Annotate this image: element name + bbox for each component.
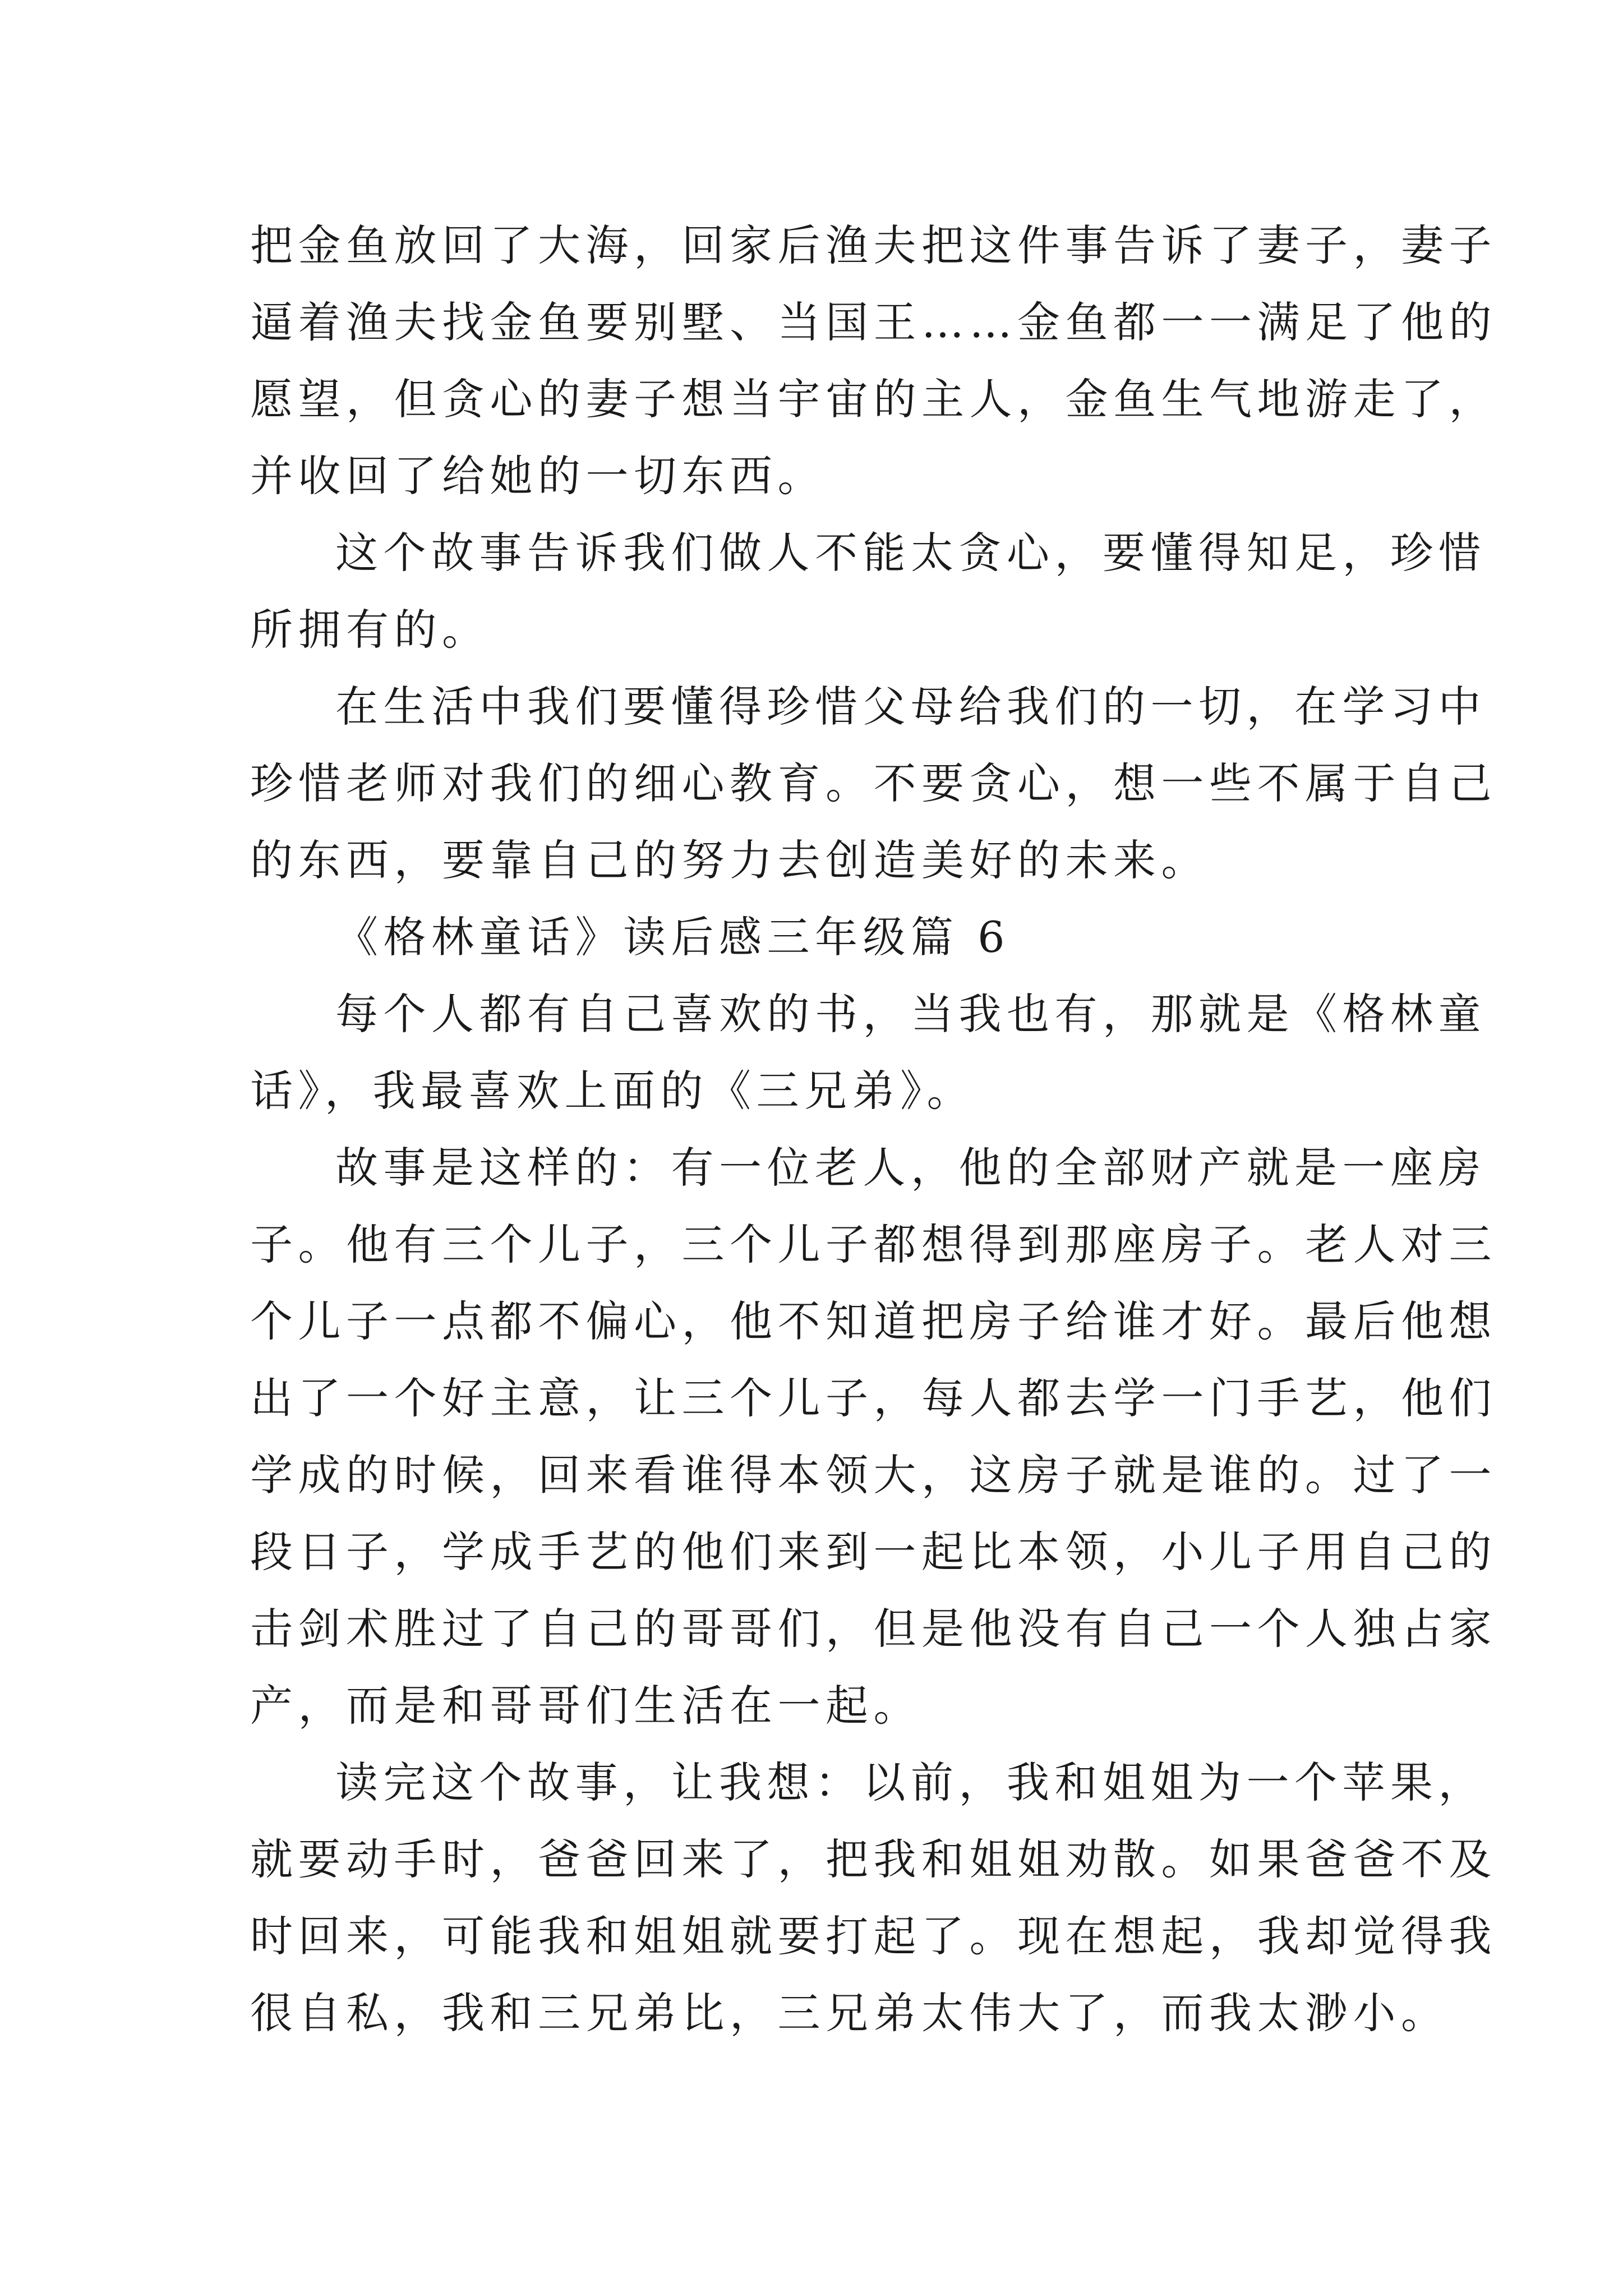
text-line: 把金鱼放回了大海，回家后渔夫把这件事告诉了妻子，妻子 [250,220,1497,270]
paragraph-first-line: 每个人都有自己喜欢的书，当我也有，那就是《格林童 [335,989,1486,1039]
text-line: 愿望，但贪心的妻子想当宇宙的主人，金鱼生气地游走了， [250,374,1497,424]
text-line: 段日子，学成手艺的他们来到一起比本领，小儿子用自己的 [250,1527,1497,1577]
text-line: 时回来，可能我和姐姐就要打起了。现在想起，我却觉得我 [250,1911,1497,1961]
paragraph-first-line: 这个故事告诉我们做人不能太贪心，要懂得知足，珍惜 [335,528,1486,578]
paragraph-first-line: 故事是这样的：有一位老人，他的全部财产就是一座房 [335,1143,1486,1193]
text-line: 的东西，要靠自己的努力去创造美好的未来。 [250,835,1209,885]
text-line: 所拥有的。 [250,605,490,655]
text-line: 并收回了给她的一切东西。 [250,451,826,501]
paragraph-first-line: 读完这个故事，让我想：以前，我和姐姐为一个苹果， [335,1757,1486,1807]
text-line: 子。他有三个儿子，三个儿子都想得到那座房子。老人对三 [250,1220,1497,1269]
text-line: 出了一个好主意，让三个儿子，每人都去学一门手艺，他们 [250,1373,1497,1423]
text-line: 很自私，我和三兄弟比，三兄弟太伟大了，而我太渺小。 [250,1988,1449,2038]
paragraph-first-line: 在生活中我们要懂得珍惜父母给我们的一切，在学习中 [335,682,1486,731]
section-heading: 《格林童话》读后感三年级篇 6 [335,912,1011,962]
text-line: 学成的时候，回来看谁得本领大，这房子就是谁的。过了一 [250,1450,1497,1500]
text-line: 珍惜老师对我们的细心教育。不要贪心，想一些不属于自己 [250,758,1497,808]
text-line: 个儿子一点都不偏心，他不知道把房子给谁才好。最后他想 [250,1296,1497,1346]
text-line: 击剑术胜过了自己的哥哥们，但是他没有自己一个人独占家 [250,1604,1497,1654]
text-line: 话》，我最喜欢上面的《三兄弟》。 [250,1066,975,1116]
text-line: 就要动手时，爸爸回来了，把我和姐姐劝散。如果爸爸不及 [250,1834,1497,1884]
text-line: 产，而是和哥哥们生活在一起。 [250,1681,921,1731]
text-line: 逼着渔夫找金鱼要别墅、当国王……金鱼都一一满足了他的 [250,297,1497,347]
